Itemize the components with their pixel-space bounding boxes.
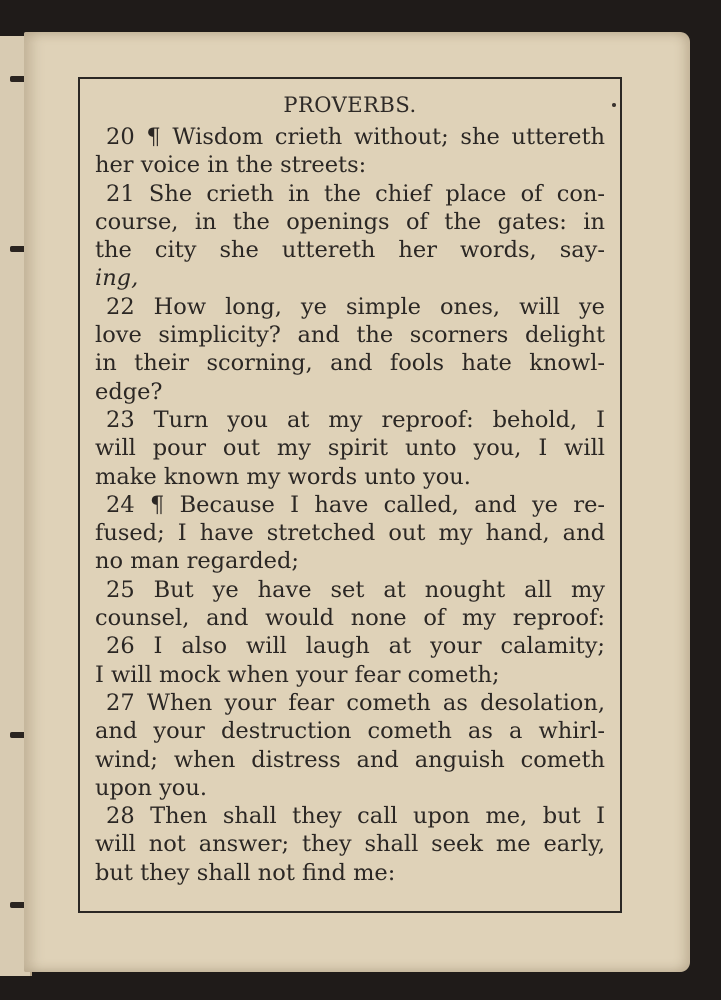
verse-line: upon you.: [95, 774, 207, 801]
verse-line: counsel, and would none of my reproof:: [95, 605, 605, 632]
verse-line: and your destruction cometh as a whirl-: [95, 718, 605, 745]
verse-line: ing,: [95, 265, 139, 292]
verse-line: 24 ¶ Because I have called, and ye re-: [106, 491, 605, 518]
verse-line: 27 When your fear cometh as desolation,: [106, 689, 605, 716]
scripture-text: [95, 123, 605, 887]
verse-line: fused; I have stretched out my hand, and: [95, 520, 605, 547]
verse-line: 23 Turn you at my reproof: behold, I: [106, 406, 605, 433]
running-head: PROVERBS.: [283, 93, 417, 117]
verse-line: 20 ¶ Wisdom crieth without; she uttereth: [106, 124, 605, 150]
verse-line: make known my words unto you.: [95, 463, 471, 490]
text-frame: [78, 77, 622, 913]
verse-line: love simplicity? and the scorners delight: [95, 322, 605, 349]
verse-line: will not answer; they shall seek me early,: [95, 831, 605, 858]
verse-line: 28 Then shall they call upon me, but I: [106, 803, 605, 830]
verse-line: 26 I also will laugh at your calamity;: [106, 633, 605, 660]
verse-line: course, in the openings of the gates: in: [95, 208, 605, 235]
verse-line: wind; when distress and anguish cometh: [95, 746, 605, 773]
verse-line: 25 But ye have set at nought all my: [106, 576, 605, 603]
verse-line: no man regarded;: [95, 548, 299, 575]
verse-line: 21 She crieth in the chief place of con-: [106, 180, 605, 207]
verse-line: edge?: [95, 378, 163, 405]
verse-line: the city she uttereth her words, say-: [95, 237, 605, 264]
verse-line: her voice in the streets:: [95, 152, 367, 179]
verse-line: 22 How long, ye simple ones, will ye: [106, 293, 605, 320]
verse-line: in their scorning, and fools hate knowl-: [95, 350, 605, 377]
verse-line: but they shall not find me:: [95, 859, 396, 886]
page-mark: [612, 103, 616, 107]
verse-line: will pour out my spirit unto you, I will: [95, 435, 605, 462]
verse-line: I will mock when your fear cometh;: [95, 661, 500, 688]
